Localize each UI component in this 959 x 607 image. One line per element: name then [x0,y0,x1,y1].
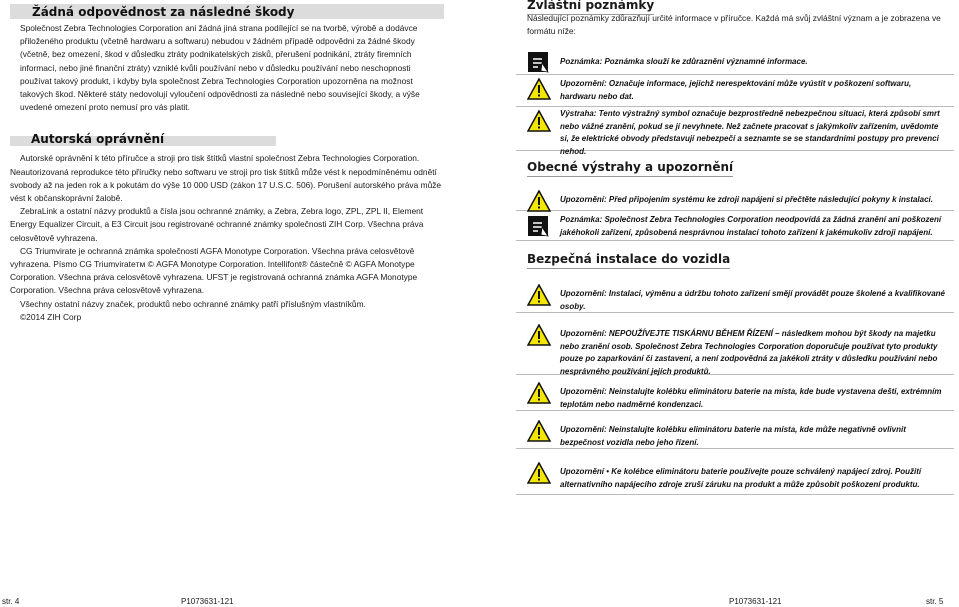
special-note-3-text: Výstraha: Tento výstražný symbol označuje bezprostředně nebezpečnou situaci, která způsobí smrt nebo vážné zranění, pokud se jí nevyhnete. Než začnete pracovat s jakýmkoliv zařízením, uvědomte si, že elektrické obvody představují nebezpečí a seznamte se se standardními postupy pro prevenci nehod. [560,109,940,156]
footer-page-left: str. 4 [2,597,20,606]
left-page [10,0,444,324]
disclaimer-heading: Žádná odpovědnost za následné škody [10,4,444,19]
vehicle-note-1 [516,282,954,313]
caution-triangle-icon [527,324,551,351]
vehicle-note-2 [516,322,954,375]
vehicle-note-1-text: Upozornění: Instalaci, výměnu a údržbu tohoto zařízení smějí provádět pouze školené a kvalifikované osoby. [560,289,945,311]
caution-triangle-icon [527,420,551,447]
general-note-1 [516,190,954,211]
general-note-2 [516,214,954,241]
caution-triangle-icon [527,462,551,489]
vehicle-note-4-text: Upozornění: Neinstalujte kolébku eliminátoru baterie na místa, kde může negativně ovlivnit bezpečnost vozidla nebo jeho řízení. [560,425,906,447]
copyright-p2: Neautorizovaná reprodukce této příručky nebo softwaru ve stroji pro tisk štítků může vést k nepodmíněnému odnětí svobody až na jeden rok a k pokutám do výše 10 000 USD (zákon 17 U.S.C. 506). Porušení autorského práva může vést k občanskoprávní žalobě. [10,166,442,204]
special-notes-heading: Zvláštní poznámky [527,0,655,12]
general-warnings-heading: Obecné výstrahy a upozornění [527,160,734,174]
footer-code-right: P1073631-121 [729,597,782,606]
caution-triangle-icon [527,284,551,311]
vehicle-note-2-text: Upozornění: NEPOUŽÍVEJTE TISKÁRNU BĚHEM ŘÍZENÍ – následkem mohou být škody na majetku nebo zranění osob. Společnost Zebra Technologies Corporation doporučuje používat tyto produkty pouze po zaparkování či zastavení, a není zodpovědná za jakékoli ztráty v důsledku používání nebo nesprávného používání jejích produktů. [560,329,938,376]
special-note-3 [516,108,954,156]
disclaimer-text: Společnost Zebra Technologies Corporation ani žádná jiná strana podílející se na tvorbě, výrobě a dodávce přiloženého produktu (včetně hardwaru a softwaru) nebudou v žádném případě odpovědni za žádné škody (včetně, bez omezení, škod v důsledku ztráty podnikatelských zisků, přerušení podnikání, ztráty firemních informací, nebo jiné finanční ztráty) vzniklé kvůli používání nebo v důsledku používání nebo neschopnosti používat takový produkt, i kdyby byla společnost Zebra Technologies Corporation upozorněna na možnost takových škod. Některé státy nedovolují vyloučení odpovědnosti za následné nebo související škody, a výše uvedené omezení proto nemusí pro vás platit. [20,23,420,113]
copyright-p5: Všechny ostatní názvy značek, produktů nebo ochranné známky patří příslušným vlastníkům. [20,298,366,309]
copyright-p4: CG Triumvirate je ochranná známka společnosti AGFA Monotype Corporation. Všechna práva celosvětově vyhrazena. Písmo CG Triumvirateтм © AGFA Monotype Corporation. Intellifont® částečně © AGFA Monotype Corporation. Všechna práva celosvětově vyhrazena. UFST je registrovaná ochranná známka AGFA Monotype Corporation. Všechna práva celosvětově vyhrazena. [10,245,418,296]
caution-triangle-icon [527,110,551,137]
general-note-2-text: Poznámka: Společnost Zebra Technologies Corporation neodpovídá za žádná zranění ani poškození jakéhokoli zařízení, způsobená nesprávnou instalací tohoto zařízení k jakémukoliv zdroji napájení. [560,215,942,237]
special-note-1-text: Poznámka: Poznámka slouží ke zdůraznění významné informace. [560,57,808,66]
vehicle-note-3 [516,380,954,411]
copyright-heading: Autorská oprávnění [10,136,276,146]
vehicle-note-3-text: Upozornění: Neinstalujte kolébku eliminátoru baterie na místa, kde bude vystavena dešti, extrémním teplotám nebo nadměrné kondenzaci. [560,387,942,409]
footer-code-left: P1073631-121 [181,597,234,606]
special-note-1 [516,50,954,75]
caution-triangle-icon [527,78,551,105]
vehicle-note-5 [516,460,954,495]
copyright-p3: ZebraLink a ostatní názvy produktů a čísla jsou ochranné známky, a Zebra, Zebra logo, ZPL, ZPL II, Element Energy Equalizer Circuit, a E3 Circuit jsou registrované ochranné známky společnosti ZIH Corp. Všechna práva celosvětově vyhrazena. [10,206,424,243]
note-hand-icon [527,50,551,79]
special-note-2 [516,78,954,107]
vehicle-note-4 [516,418,954,449]
vehicle-note-5-text: Upozornění • Ke kolébce eliminátoru baterie používejte pouze schválený napájecí zdroj. Použití alternativního napájecího zdroje zruší záruku na produkt a může způsobit poškození produktu. [560,467,922,489]
caution-triangle-icon [527,190,551,217]
right-page [516,0,954,590]
footer-page-right: str. 5 [926,597,944,606]
copyright-p1: Autorské oprávnění k této příručce a stroji pro tisk štítků vlastní společnost Zebra Technologies Corporation. [20,153,420,164]
note-hand-icon [527,214,551,243]
special-notes-intro: Následující poznámky zdůrazňují určité informace v příručce. Každá má svůj zvláštní význam a je zobrazena ve formátu níže: [527,13,941,36]
general-note-1-text: Upozornění: Před připojením systému ke zdroji napájení si přečtěte následující pokyny k instalaci. [560,195,933,204]
special-note-2-text: Upozornění: Označuje informace, jejichž nerespektování může vyústit v poškození softwaru, hardwaru nebo dat. [560,79,912,101]
copyright-p6: ©2014 ZIH Corp [20,311,82,322]
caution-triangle-icon [527,382,551,409]
vehicle-install-heading: Bezpečná instalace do vozidla [527,252,731,266]
